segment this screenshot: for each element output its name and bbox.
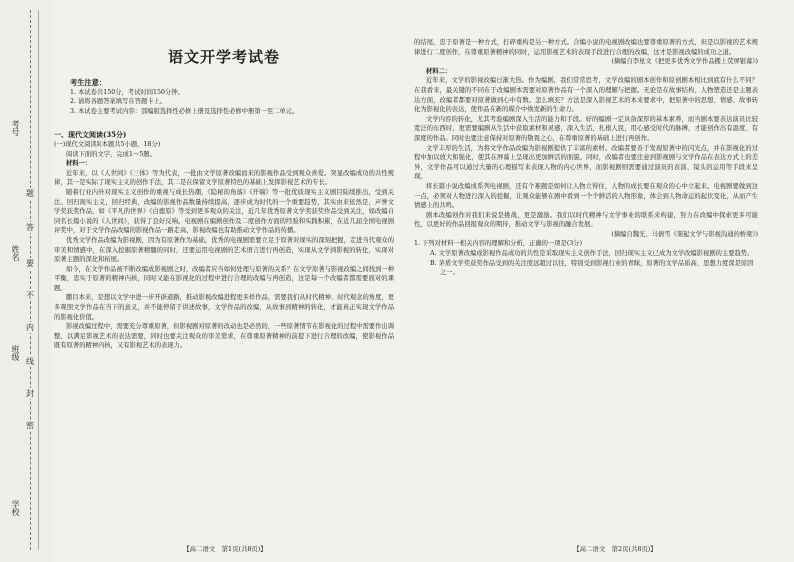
seal-char: 封 [26,389,34,398]
paragraph: 文学丰厚的生活，为将文学作品改编为影视剧提供了丰富的素材。改编者要善于发现原著中的闪光点，并在影视化的过程中加以放大和强化，使其在屏幕上呈现出更加鲜活的面貌。同时，改编者也要注意到影视剧与文学作品在表达方式上的差异，文学作品可以通过大量的心理描写来表现人物的内心世界，而影视剧则需要通过演员的表演、镜头的运用等手段来呈现。 [414,144,758,181]
answer-option[interactable]: B. 茅盾文学奖获奖作品受到的关注度远超过以往，特别受到影视行业的青睐，原著的文学品质高、思想力度深是原因之一。 [430,259,754,277]
seal-char: 内 [26,323,34,332]
paragraph: 优秀文学作品改编为影视剧，因为有原著作为基础，优秀的电视剧需要立足于原著对现实的深刻把握，走进当代观众的审美和情感中，在深入挖掘原著精髓的同时，还要运用电视剧的艺术语言进行再创造，实现从文学到影视的转化，实现对原著主题的深化和拓展。 [54,236,394,264]
material-title: 材料二： [426,67,452,75]
seal-char: 线 [26,357,34,366]
class-label: 班级 [11,345,20,361]
seal-char: 要 [26,259,34,268]
exam-no-label: 考号 [11,120,20,136]
notice-item: 1. 本试卷共150分，考试时间150分钟。 [70,88,184,96]
seal-char: 密 [26,421,34,430]
seal-char: 题 [26,189,34,198]
binding-margin [0,0,52,562]
name-label: 姓名 [11,245,20,261]
page-footer: 【高二语文 第2页(共8页)】 [573,545,657,553]
page-footer: 【高二语文 第1页(共8页)】 [183,545,267,553]
paragraph: 如今，在文学作品被不断改编成影视剧之时，改编者应当如何处理与原著的关系？在文学原著与影视改编之间找到一种平衡，忠实于原著的精神内核，同时又能在影视化的过程中进行合理的改编与再创造，这是每一个改编者都需要面对的课题。 [54,265,394,292]
seal-line-dashed [30,10,31,550]
paragraph: 近年来，以《人世间》《三体》等为代表，一批由文学原著改编而来的影视作品受到观众喜爱。突显改编成功的共性规律，其一是实际了现实主义的创作手法，其二是在保留文学原著特色的基础上发挥影视艺术的专长。 [54,169,394,187]
paragraph: 近年来，文学的影视改编日渐大热。作为编剧，我们常常思考，文学改编的剧本创作和原创剧本相比到底有什么不同？在我看来，最关键的不同在于改编剧本需要对原著作品有一个深入的理解与把握。无论是在故事结构、人物塑造还是主题表达方面，改编者都要对原著做到心中有数。怎么填充？方法是深入影视艺术的本来要求中，把原著中的思想、情感、故事转化为影视化的表达，使作品在新的媒介中焕发新的生命力。 [414,77,758,114]
subsection-title: (一)现代文阅读Ⅰ(本题共5小题，18分) [54,140,161,148]
right-page [414,38,758,278]
paragraph: 随着行业内外对现实主义创作的重视与成长热潮，《隐秘的角落》《开端》等一批优质现实主义剧目陆续推出，受到关注。回归现实主义，回归经典，改编的影视作品数量持续提高，逐步成为时代的一个重要趋势，其实由来依然是，声誉文学奖获奖作品，如《平凡的世界》《白鹿原》等受到更多观众的关注，近几年优秀原著文学奖获奖作品受到关注，如改编自同名长篇小说的《人世间》，获得了良好反响。电视剧在编剧创作及二度创作方面的经验和实践积累，在近几届全国电视剧评奖中，对于文学作品改编的影视作品一路走高，影视改编也有助推动文学作品的传播。 [54,188,394,235]
question-stem: 1. 下列对材料一相关内容的理解和分析，正确的一项是(3分) [414,240,583,248]
paragraph: 文学内容的转化，尤其考验编剧深入生活的能力和手段。好的编剧一定具备深厚的基本素养，而当剧本要表达演员比较宽泛的东西时，更需要编剧从生活中获取素材和灵感，深入生活，扎根人民，用心感受时代的脉搏，才能创作出有温度、有深度的作品。同时也要注意保持对原著的敬畏之心，在尊重原著的基础上进行再创作。 [414,115,758,142]
seal-char: 答 [26,223,34,232]
paragraph: 鹏目本来，是想以文学中进一步开辟道路，推动影视改编进程更多样作品，需要我们从时代精神、时代观念的角度，更多观照文学作品在当下的意义，并不能停留于讲述故事，文学作品的改编，从故事到精神的转化，才能真正实现文学作品的影视化价值。 [54,294,394,321]
answer-option[interactable]: A. 文学原著改编成影视作品成功的共性是采取现实主义创作手法，回归现实主义已成为文学改编影视剧的主要趋势。 [430,250,754,258]
paragraph: 将长篇小说改编成系列电视剧，还有个难题是如何让人物立得住，人物的成长要在观众的心中立起来。电视剧要做到这一点，必须对人物进行深入的挖掘，让观众能够在剧中看到一个个鲜活的人物形象，体会到人物命运的起伏变化，从而产生情感上的共鸣。 [414,182,758,210]
seal-char: 不 [26,291,34,300]
source-citation: (摘编自李星文《把更多优秀文学作品搬上荧屏银幕》) [611,58,758,66]
paragraph: 剧本改编创作对我们来说是挑战，更是激励。我们以时代精神与文学事业的联系来构建，努力在改编中探索更多可能性，以更好的作品回报观众的期待，推动文学与影视的融合发展。 [414,211,758,229]
school-label: 学校 [11,500,20,516]
source-citation: (摘编自魏光、马倩雪《架起文学与影视沟通的桥梁》) [611,230,758,238]
notice-title: 考生注意： [70,78,106,87]
paragraph: 影视改编过程中，需要充分尊重原著，但影视剧对原著的改动也是必然的，一些原著情节在影视化的过程中需要作出调整，以满足影视艺术的表达需要，同时也要关注观众的审美需求，在尊重原著精神的前提下进行合理的改编，使影视作品既有原著的精神内核，又有影视艺术的表现力。 [54,323,394,350]
notice-item: 3. 本试卷主要考试内容：部编版选择性必修上册及选择性必修中册第一至二单元。 [70,107,299,115]
notice-item: 2. 请将各题答案填写在答题卡上。 [70,98,167,106]
seal-line-solid [38,10,39,550]
section-title: 一、现代文阅读(35分) [54,130,127,140]
paragraph: 的结尾，忠于原著是一种方式，打碎重构是另一种方式。合编小说的电视剧改编也要尊重原著的方式，但是以影视的艺术规律进行二度创作，在尊重原著精神的同时，运用影视艺术的表现手段进行合理的改编，这才是影视改编的成功之道。 [414,39,758,56]
exam-title: 语文开学考试卷 [167,48,280,66]
instruction: 阅读下面的文字，完成1～5题。 [66,150,156,158]
left-page [54,36,394,351]
material-title: 材料一： [66,160,92,168]
